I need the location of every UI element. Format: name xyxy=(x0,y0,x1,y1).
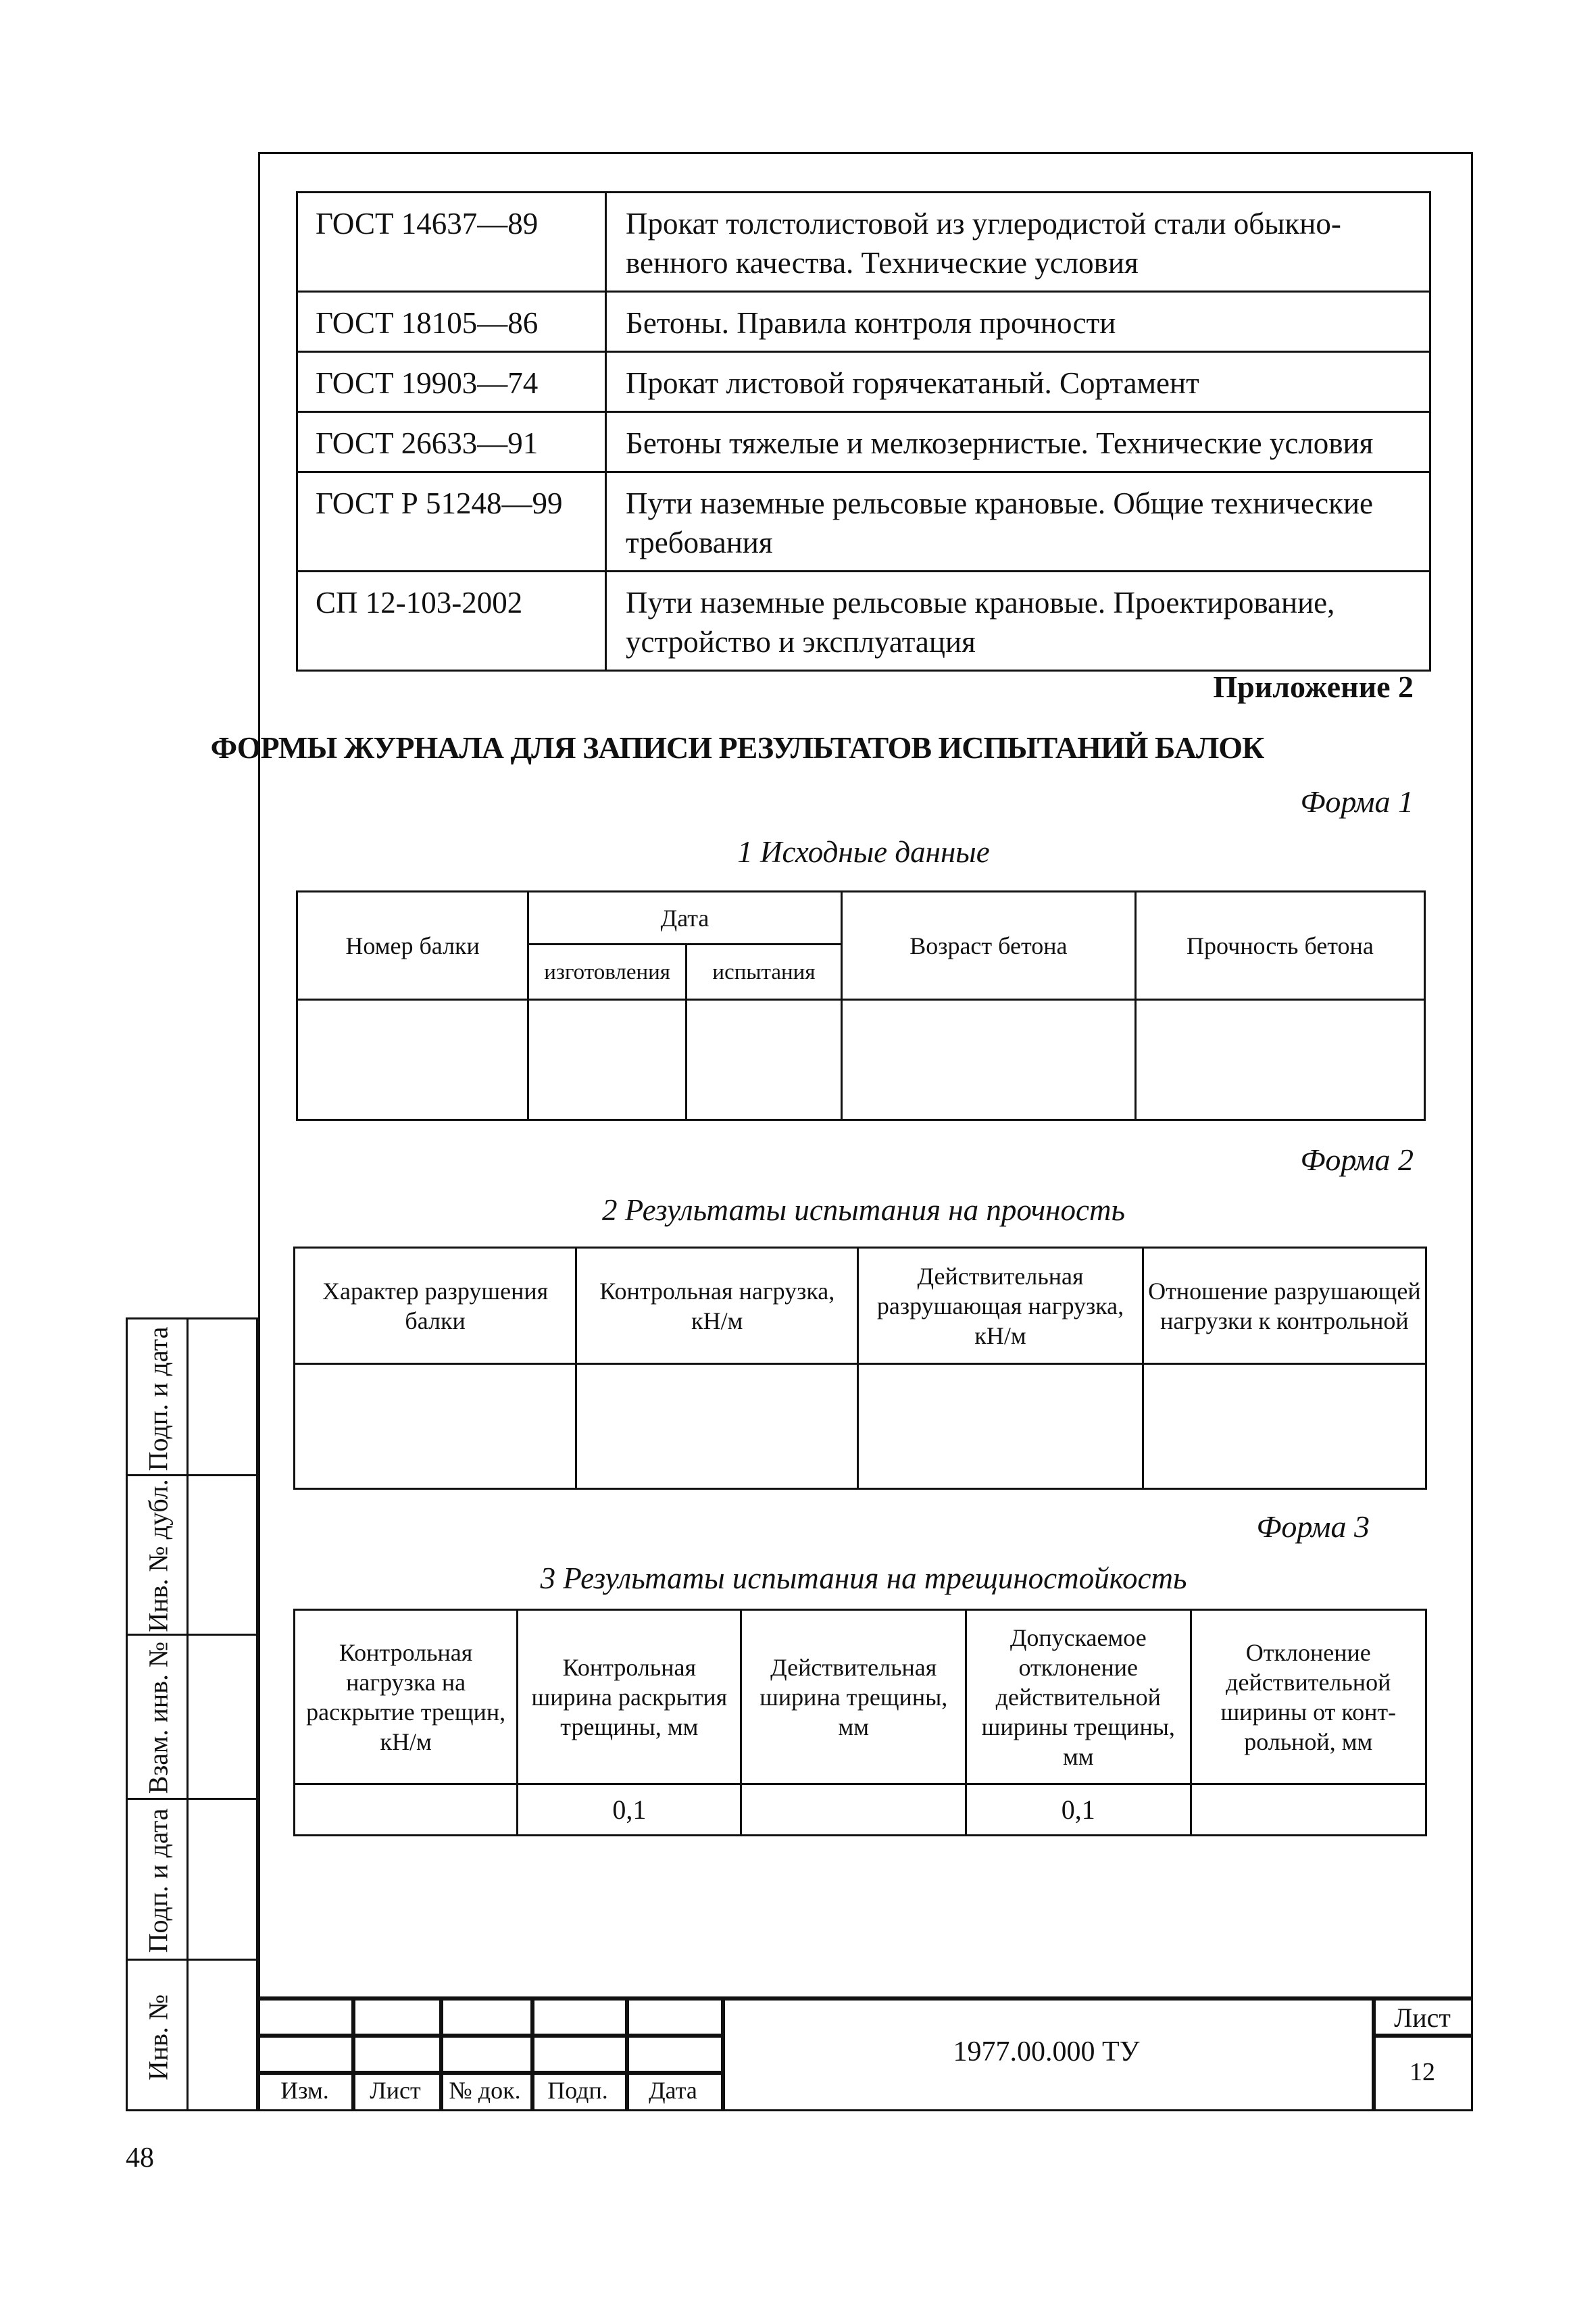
form2-label: Форма 2 xyxy=(1300,1142,1414,1177)
document-code: 1977.00.000 ТУ xyxy=(953,2036,1140,2067)
form1-header-concrete-strength: Прочность бетона xyxy=(1135,892,1424,1000)
form3-value-cell: 0,1 xyxy=(518,1784,741,1836)
form3-label: Форма 3 xyxy=(1256,1509,1370,1544)
side-label-sign-date-1: Подп. и дата xyxy=(143,1326,174,1472)
side-label-sign-date-2: Подп. и дата xyxy=(143,1808,174,1953)
title-block xyxy=(258,1996,1473,2111)
form3-value-cell xyxy=(1191,1784,1426,1836)
form3-value-cell xyxy=(741,1784,966,1836)
stamp-sheet-label: Лист xyxy=(1394,2003,1451,2033)
stamp-col-doc-no: № док. xyxy=(449,2077,521,2104)
form2-cell xyxy=(1143,1364,1426,1489)
form1-title: 1 Исходные данные xyxy=(737,835,990,869)
form1-cell xyxy=(528,1000,687,1120)
stamp-sheet-number: 12 xyxy=(1410,2058,1435,2086)
reference-row xyxy=(297,572,1430,671)
form2-cell xyxy=(576,1364,858,1489)
stamp-col-change: Изм. xyxy=(280,2077,329,2104)
form1-header-beam-number: Номер балки xyxy=(297,892,528,1000)
form2-table xyxy=(293,1247,1427,1490)
form3-header-allowed-deviation: Допускаемое отклонение действительной ширины трещины, мм xyxy=(966,1610,1191,1784)
stamp-col-date: Дата xyxy=(649,2077,697,2104)
form1-cell xyxy=(841,1000,1135,1120)
side-label-inv-no: Инв. № xyxy=(143,1994,174,2081)
form1-cell xyxy=(687,1000,842,1120)
reference-title: Пути наземные рельсовые крановые. Проектирование, устройство и эксплуатация xyxy=(606,572,1430,671)
appendix-label: Приложение 2 xyxy=(1213,670,1414,704)
reference-row xyxy=(297,472,1430,572)
form2-header-actual-load: Действительная разрушающая нагрузка, кН/м xyxy=(858,1248,1143,1364)
stamp-col-signature: Подп. xyxy=(547,2077,608,2104)
reference-code: ГОСТ 14637—89 xyxy=(297,193,606,292)
form3-value-cell: 0,1 xyxy=(966,1784,1191,1836)
form3-header-deviation: Отклонение действительной ширины от конт-рольной, мм xyxy=(1191,1610,1426,1784)
page-number: 48 xyxy=(126,2142,154,2173)
reference-row xyxy=(297,292,1430,352)
form1-header-date: Дата xyxy=(528,892,842,945)
side-label-replace-inv: Взам. инв. № xyxy=(143,1641,174,1794)
form1-table xyxy=(296,890,1426,1121)
side-margin-strip xyxy=(126,1317,258,2111)
form3-table xyxy=(293,1609,1427,1836)
reference-row xyxy=(297,193,1430,292)
form2-title: 2 Результаты испытания на прочность xyxy=(602,1193,1125,1227)
reference-code: ГОСТ 26633—91 xyxy=(297,412,606,472)
form3-header-actual-width: Действительная ширина трещины, мм xyxy=(741,1610,966,1784)
stamp-col-sheet: Лист xyxy=(370,2077,421,2104)
form1-header-manufacture: изготовления xyxy=(528,945,687,1000)
form3-header-control-width: Контрольная ширина раскрытия трещины, мм xyxy=(518,1610,741,1784)
form1-label: Форма 1 xyxy=(1300,784,1414,819)
reference-title: Бетоны тяжелые и мелкозернистые. Технические условия xyxy=(606,412,1430,472)
form3-value-cell xyxy=(295,1784,518,1836)
form2-header-load-ratio: Отношение разрушающей нагрузки к контрольной xyxy=(1143,1248,1426,1364)
reference-title: Бетоны. Правила контроля прочности xyxy=(606,292,1430,352)
reference-row xyxy=(297,412,1430,472)
reference-code: СП 12-103-2002 xyxy=(297,572,606,671)
reference-title: Прокат листовой горячекатаный. Сортамент xyxy=(606,352,1430,412)
form1-header-concrete-age: Возраст бетона xyxy=(841,892,1135,1000)
form1-cell xyxy=(1135,1000,1424,1120)
form3-header-control-load: Контрольная нагрузка на раскрытие трещин, кН/м xyxy=(295,1610,518,1784)
form2-header-fracture-type: Характер разрушения балки xyxy=(295,1248,576,1364)
reference-code: ГОСТ 19903—74 xyxy=(297,352,606,412)
form2-cell xyxy=(858,1364,1143,1489)
form1-header-testing: испытания xyxy=(687,945,842,1000)
references-table xyxy=(296,191,1431,672)
side-label-dup-inv: Инв. № дубл. xyxy=(143,1479,174,1632)
reference-title: Пути наземные рельсовые крановые. Общие технические требования xyxy=(606,472,1430,572)
reference-code: ГОСТ 18105—86 xyxy=(297,292,606,352)
form2-cell xyxy=(295,1364,576,1489)
form3-title: 3 Результаты испытания на трещиностойкость xyxy=(540,1561,1187,1595)
main-title: ФОРМЫ ЖУРНАЛА ДЛЯ ЗАПИСИ РЕЗУЛЬТАТОВ ИСПЫТАНИЙ БАЛОК xyxy=(210,730,1264,765)
form1-cell xyxy=(297,1000,528,1120)
reference-title: Прокат толстолистовой из углеродистой стали обыкно-венного качества. Технические условия xyxy=(606,193,1430,292)
reference-row xyxy=(297,352,1430,412)
reference-code: ГОСТ Р 51248—99 xyxy=(297,472,606,572)
form2-header-control-load: Контрольная нагрузка, кН/м xyxy=(576,1248,858,1364)
